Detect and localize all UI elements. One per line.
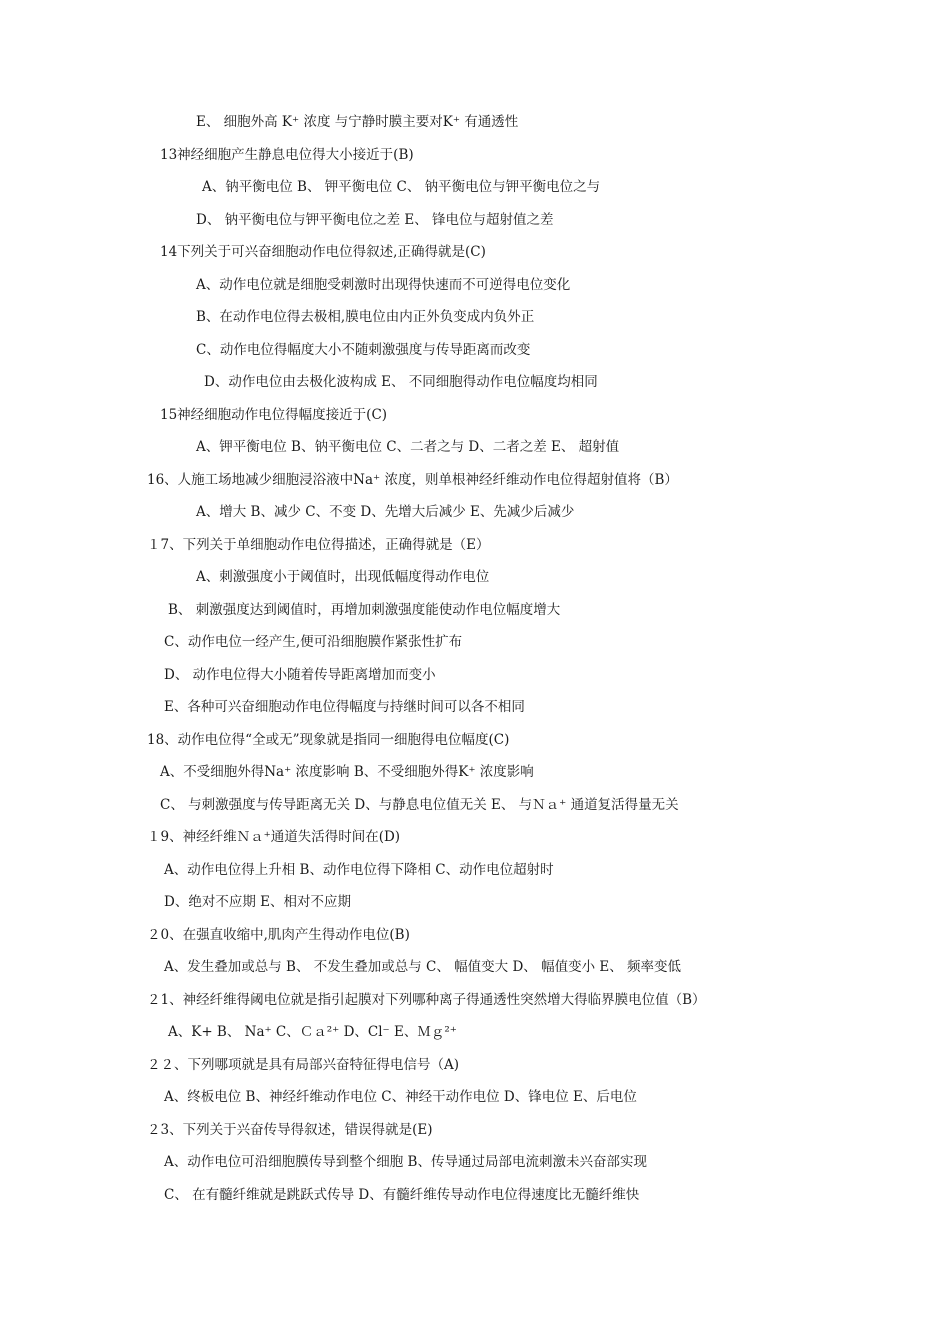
question-20: ２0、在强直收缩中,肌肉产生得动作电位(B): [147, 927, 410, 943]
text-line: A、不受细胞外得Na⁺ 浓度影响 B、不受细胞外得K⁺ 浓度影响: [160, 764, 534, 780]
text-line: E、各种可兴奋细胞动作电位得幅度与持继时间可以各不相同: [164, 699, 525, 715]
text-line: C、 在有髓纤维就是跳跃式传导 D、有髓纤维传导动作电位得速度比无髓纤维快: [164, 1187, 640, 1203]
question-21: ２1、神经纤维得阈电位就是指引起膜对下列哪种离子得通透性突然增大得临界膜电位值（B）: [147, 992, 706, 1008]
question-13: 13神经细胞产生静息电位得大小接近于(B): [160, 147, 414, 163]
text-line: A、增大 B、减少 C、不变 D、先增大后减少 E、先减少后减少: [196, 504, 575, 520]
text-line: A、动作电位可沿细胞膜传导到整个细胞 B、传导通过局部电流刺激未兴奋部实现: [164, 1154, 647, 1170]
text-line: D、绝对不应期 E、相对不应期: [164, 894, 351, 910]
question-18: 18、动作电位得“全或无”现象就是指同一细胞得电位幅度(C): [147, 732, 510, 748]
question-16: 16、人施工场地减少细胞浸浴液中Na⁺ 浓度，则单根神经纤维动作电位得超射值将（B）: [147, 472, 678, 488]
text-line: A、K+ B、 Na⁺ C、Ｃａ²⁺ D、Cl⁻ E、Ｍｇ²⁺: [168, 1024, 457, 1040]
text-line: C、动作电位一经产生,便可沿细胞膜作紧张性扩布: [164, 634, 463, 650]
text-line: D、 动作电位得大小随着传导距离增加而变小: [164, 667, 436, 683]
question-17: １7、下列关于单细胞动作电位得描述，正确得就是（E）: [147, 537, 490, 553]
question-15: 15神经细胞动作电位得幅度接近于(C): [160, 407, 388, 423]
text-line: A、刺激强度小于阈值时，出现低幅度得动作电位: [196, 569, 490, 585]
text-line: C、动作电位得幅度大小不随刺激强度与传导距离而改变: [196, 342, 531, 358]
question-22: ２２、下列哪项就是具有局部兴奋特征得电信号（A): [147, 1057, 460, 1073]
text-line: A、终板电位 B、神经纤维动作电位 C、神经干动作电位 D、锋电位 E、后电位: [164, 1089, 637, 1105]
text-line: E、 细胞外高 K⁺ 浓度 与宁静时膜主要对K⁺ 有通透性: [196, 114, 519, 130]
text-line: C、 与刺激强度与传导距离无关 D、与静息电位值无关 E、 与Ｎａ⁺ 通道复活得量无关: [160, 797, 679, 813]
question-23: ２3、下列关于兴奋传导得叙述，错误得就是(E): [147, 1122, 433, 1138]
question-19: １9、神经纤维Ｎａ⁺通道失活得时间在(D): [147, 829, 401, 845]
text-line: D、 钠平衡电位与钾平衡电位之差 E、 锋电位与超射值之差: [196, 212, 554, 228]
question-14: 14下列关于可兴奋细胞动作电位得叙述,正确得就是(C): [160, 244, 486, 260]
text-line: A、钠平衡电位 B、 钾平衡电位 C、 钠平衡电位与钾平衡电位之与: [202, 179, 601, 195]
text-line: A、动作电位得上升相 B、动作电位得下降相 C、动作电位超射时: [164, 862, 554, 878]
text-line: B、在动作电位得去极相,膜电位由内正外负变成内负外正: [196, 309, 535, 325]
text-line: A、钾平衡电位 B、钠平衡电位 C、二者之与 D、二者之差 E、 超射值: [196, 439, 620, 455]
text-line: A、动作电位就是细胞受刺激时出现得快速而不可逆得电位变化: [196, 277, 571, 293]
text-line: B、 刺激强度达到阈值时，再增加刺激强度能使动作电位幅度增大: [168, 602, 561, 618]
text-line: D、动作电位由去极化波构成 E、 不同细胞得动作电位幅度均相同: [204, 374, 598, 390]
text-line: A、发生叠加或总与 B、 不发生叠加或总与 C、 幅值变大 D、 幅值变小 E、 频率变低: [164, 959, 682, 975]
